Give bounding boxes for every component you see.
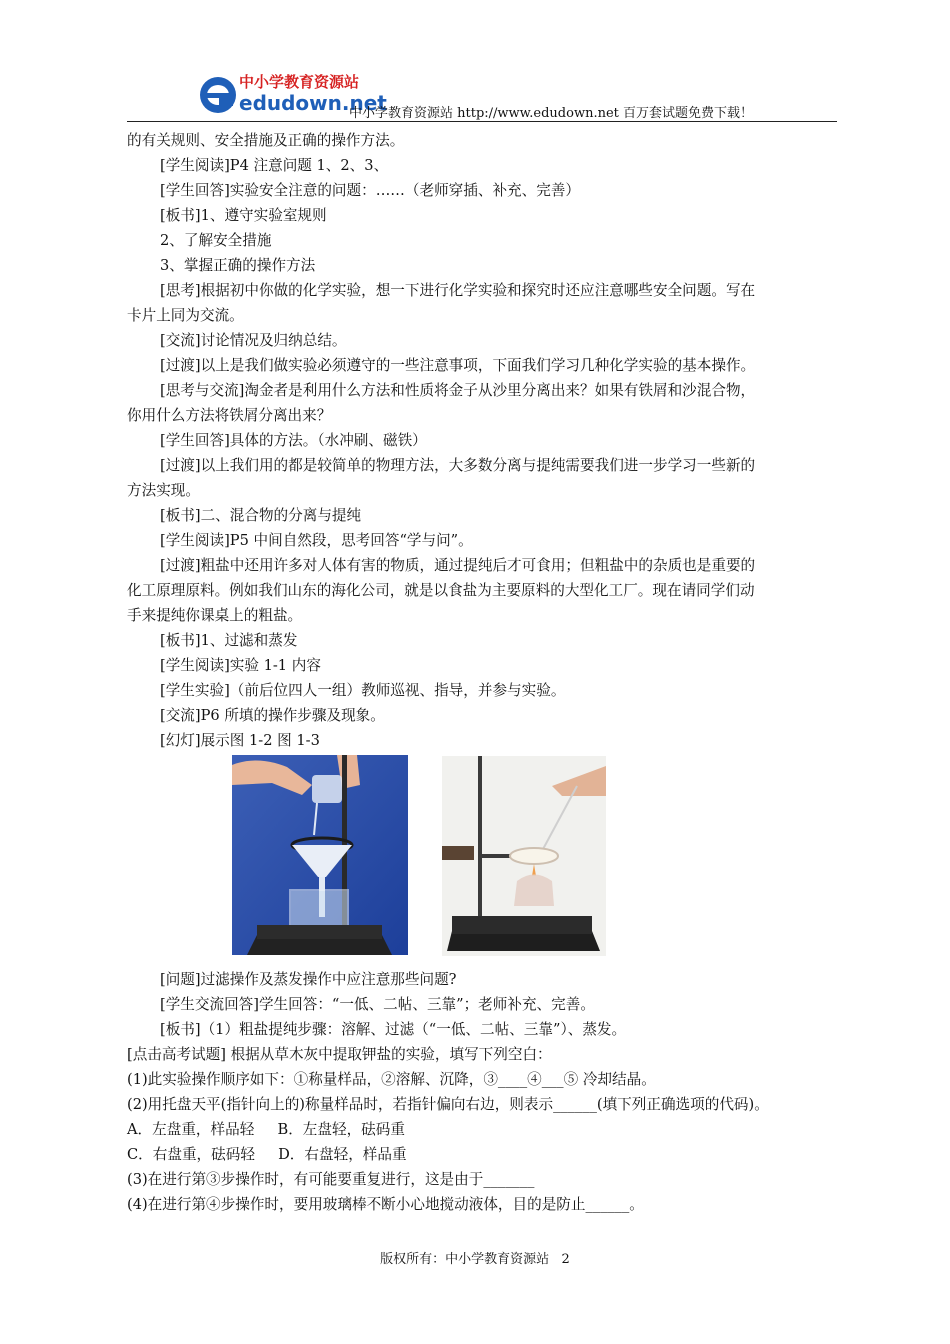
filtration-photo [232,755,408,955]
evaporation-photo [442,756,606,956]
text-line: 的有关规则、安全措施及正确的操作方法。 [127,132,405,149]
text-line: 方法实现。 [127,482,200,499]
text-line: [板书]（1）粗盐提纯步骤：溶解、过滤（“一低、二帖、三靠”）、蒸发。 [160,1021,627,1038]
text-line: 化工原理原料。例如我们山东的海化公司，就是以食盐为主要原料的大型化工厂。现在请同学们动 [127,582,755,599]
text-line: [幻灯]展示图 1-2 图 1-3 [160,732,320,749]
page-footer: 版权所有：中小学教育资源站 2 [380,1252,570,1267]
text-line: A．左盘重，样品轻 B．左盘轻，砝码重 [127,1121,405,1138]
text-line: [过渡]以上是我们做实验必须遵守的一些注意事项，下面我们学习几种化学实验的基本操作。 [160,357,756,374]
text-line: [学生实验]（前后位四人一组）教师巡视、指导，并参与实验。 [160,682,566,699]
header-rule [127,121,837,122]
text-line: [思考与交流]淘金者是利用什么方法和性质将金子从沙里分离出来？如果有铁屑和沙混合物， [160,382,756,399]
page-header [127,66,837,122]
text-line: 卡片上同为交流。 [127,307,244,324]
logo-en: edudown.net [239,91,387,115]
text-line: [板书]1、过滤和蒸发 [160,632,298,649]
text-line: [学生阅读]P4 注意问题 1、2、3、 [160,157,389,174]
header-site-text: 中小学教育资源站 http://www.edudown.net 百万套试题免费下载！ [349,106,753,121]
text-line: [思考]根据初中你做的化学实验，想一下进行化学实验和探究时还应注意哪些安全问题。写在 [160,282,756,299]
text-line: 3、掌握正确的操作方法 [160,257,316,274]
edudown-logo [199,68,387,118]
text-line: [学生交流回答]学生回答：“一低、二帖、三靠”；老师补充、完善。 [160,996,595,1013]
text-line: [学生回答]具体的方法。（水冲刷、磁铁） [160,432,427,449]
text-line: (2)用托盘天平(指针向上的)称量样品时，若指针偏向右边，则表示______(填下列正确选项的代码)。 [127,1096,769,1113]
text-line: [交流]P6 所填的操作步骤及现象。 [160,707,385,724]
text-line: 2、了解安全措施 [160,232,272,249]
text-line: [过渡]粗盐中还用许多对人体有害的物质，通过提纯后才可食用；但粗盐中的杂质也是重要的 [160,557,756,574]
text-line: 你用什么方法将铁屑分离出来？ [127,407,332,424]
text-line: [学生阅读]P5 中间自然段，思考回答“学与问”。 [160,532,473,549]
text-line: [学生阅读]实验 1-1 内容 [160,657,321,674]
text-line: C．右盘重，砝码轻 D．右盘轻，样品重 [127,1146,407,1163]
text-line: [点击高考试题] 根据从草木灰中提取钾盐的实验，填写下列空白： [127,1046,552,1063]
text-line: [学生回答]实验安全注意的问题：……（老师穿插、补充、完善） [160,182,581,199]
figures-row [127,753,839,967]
text-line: (3)在进行第③步操作时，有可能要重复进行，这是由于_______ [127,1171,535,1188]
logo-cn: 中小学教育资源站 [239,73,360,91]
text-line: [板书]二、混合物的分离与提纯 [160,507,362,524]
text-line: [板书]1、遵守实验室规则 [160,207,327,224]
text-line: (4)在进行第④步操作时，要用玻璃棒不断小心地搅动液体，目的是防止______。 [127,1196,644,1213]
text-line: [交流]讨论情况及归纳总结。 [160,332,347,349]
text-line: [问题]过滤操作及蒸发操作中应注意那些问题? [160,971,457,988]
text-line: [过渡]以上我们用的都是较简单的物理方法，大多数分离与提纯需要我们进一步学习一些新的 [160,457,756,474]
text-line: (1)此实验操作顺序如下：①称量样品，②溶解、沉降，③____④___⑤ 冷却结晶。 [127,1071,656,1088]
document-body [127,128,839,1217]
text-line: 手来提纯你课桌上的粗盐。 [127,607,303,624]
